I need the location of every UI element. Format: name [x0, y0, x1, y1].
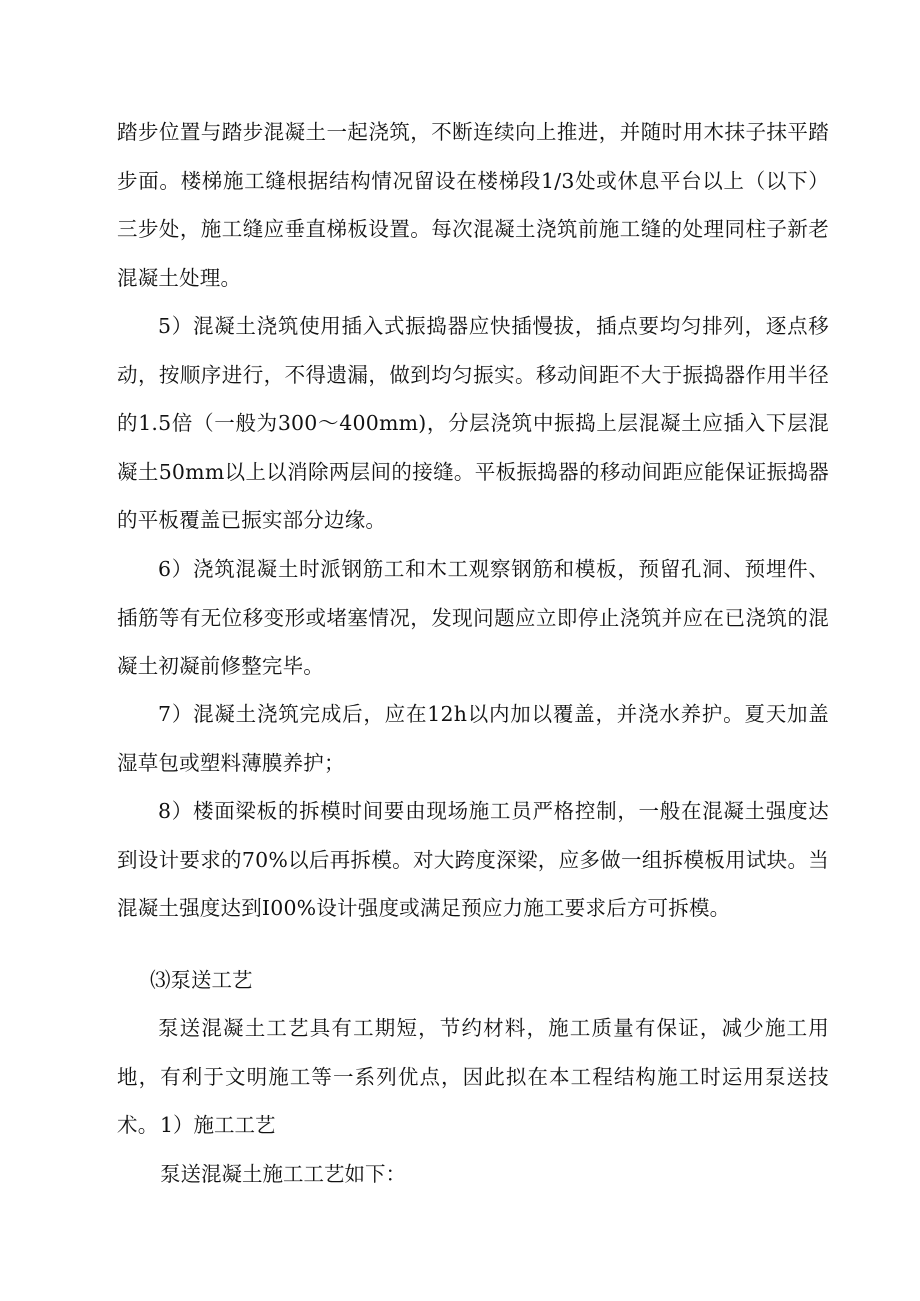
section-heading-pump-process: ⑶泵送工艺 [150, 968, 253, 992]
paragraph-pump-intro: 泵送混凝土工艺具有工期短，节约材料，施工质量有保证，减少施工用地，有利于文明施工等一系列优点，因此拟在本工程结构施工时运用泵送技术。 [117, 1016, 829, 1137]
paragraph-item-8: 8）楼面梁板的拆模时间要由现场施工员严格控制，一般在混凝土强度达到设计要求的70%以后再拆模。对大跨度深梁，应多做一组拆模板用试块。当混凝土强度达到I00%设计强度或满足预应力施工要求后方可拆模。 [117, 799, 829, 920]
paragraph-process-intro: 泵送混凝土施工工艺如下： [160, 1162, 406, 1186]
paragraph-item-6: 6）浇筑混凝土时派钢筋工和木工观察钢筋和模板，预留孔洞、预埋件、插筋等有无位移变形或堵塞情况，发现问题应立即停止浇筑并应在已浇筑的混凝土初凝前修整完毕。 [117, 557, 829, 678]
paragraph-item-7: 7）混凝土浇筑完成后，应在12h以内加以覆盖，并浇水养护。夏天加盖湿草包或塑料薄膜养护； [117, 702, 829, 775]
paragraph-stair-pouring: 踏步位置与踏步混凝土一起浇筑，不断连续向上推进，并随时用木抹子抹平踏步面。楼梯施工缝根据结构情况留设在楼梯段1/3处或休息平台以上（以下）三步处，施工缝应垂直梯板设置。每次混凝土浇筑前施工缝的处理同柱子新老混凝土处理。 [117, 120, 829, 290]
sub-heading-construction-process: 1）施工工艺 [160, 1113, 276, 1137]
paragraph-item-5: 5）混凝土浇筑使用插入式振捣器应快插慢拔，插点要均匀排列，逐点移动，按顺序进行，不得遗漏，做到均匀振实。移动间距不大于振捣器作用半径的1.5倍（一般为300～400mm)，分层浇筑中振捣上层混凝土应插入下层混凝土50mm以上以消除两层间的接缝。平板振捣器的移动间距应能保证振捣器的平板覆盖已振实部分边缘。 [117, 314, 829, 532]
